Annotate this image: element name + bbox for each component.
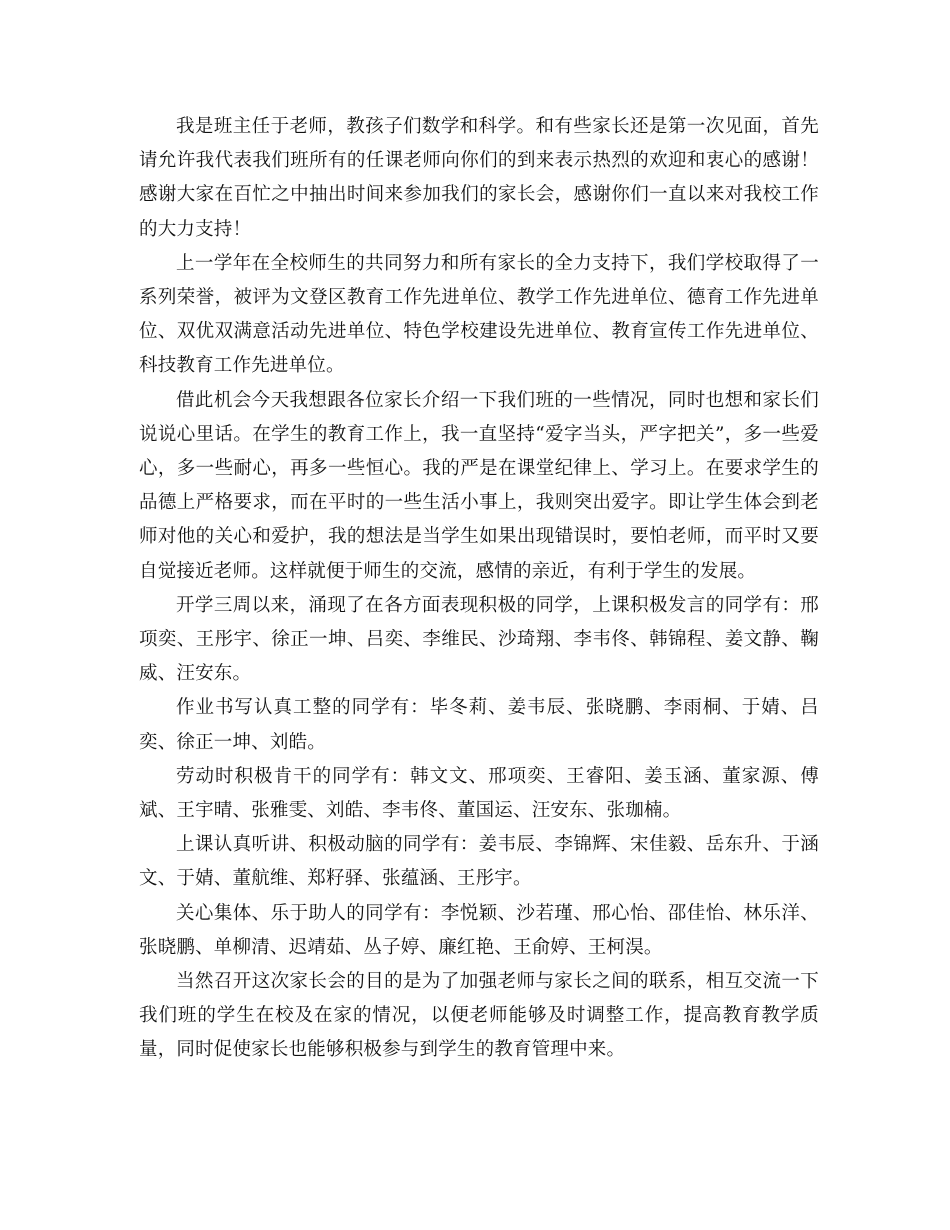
paragraph-class-situation: 借此机会今天我想跟各位家长介绍一下我们班的一些情况，同时也想和家长们说说心里话。在学生的教育工作上，我一直坚持“爱字当头，严字把关”，多一些爱心，多一些耐心，再多一些恒心。我的严是在课堂纪律上、学习上。在要求学生的品德上严格要求，而在平时的一些生活小事上，我则突出爱字。即让学生体会到老师对他的关心和爱护，我的想法是当学生如果出现错误时，要怕老师，而平时又要自觉接近老师。这样就便于师生的交流，感情的亲近，有利于学生的发展。 [139, 389, 819, 582]
document-body [139, 110, 819, 1068]
paragraph-intro: 我是班主任于老师，教孩子们数学和科学。和有些家长还是第一次见面，首先请允许我代表我们班所有的任课老师向你们的到来表示热烈的欢迎和衷心的感谢！感谢大家在百忙之中抽出时间来参加我们的家长会，感谢你们一直以来对我校工作的大力支持！ [139, 116, 819, 240]
paragraph-helpful-students: 关心集体、乐于助人的同学有：李悦颖、沙若瑾、邢心怡、邵佳怡、林乐洋、张晓鹏、单柳清、迟靖茹、丛子婷、廉红艳、王俞婷、王柯淏。 [139, 902, 819, 958]
paragraph-hardworking-labor: 劳动时积极肯干的同学有：韩文文、邢项奕、王睿阳、姜玉涵、董家源、傅斌、王宇晴、张雅雯、刘皓、李韦佟、董国运、汪安东、张珈楠。 [139, 765, 819, 822]
paragraph-attentive-students: 上课认真听讲、积极动脑的同学有：姜韦辰、李锦辉、宋佳毅、岳东升、于涵文、于婧、董航维、郑籽驿、张蕴涵、王彤宇。 [139, 834, 819, 890]
paragraph-school-honors: 上一学年在全校师生的共同努力和所有家长的全力支持下，我们学校取得了一系列荣誉，被评为文登区教育工作先进单位、教学工作先进单位、德育工作先进单位、双优双满意活动先进单位、特色学校建设先进单位、教育宣传工作先进单位、科技教育工作先进单位。 [139, 252, 819, 377]
paragraph-neat-homework: 作业书写认真工整的同学有：毕冬莉、姜韦辰、张晓鹏、李雨桐、于婧、吕奕、徐正一坤、刘皓。 [139, 697, 819, 753]
paragraph-active-speakers: 开学三周以来，涌现了在各方面表现积极的同学，上课积极发言的同学有：邢项奕、王彤宇、徐正一坤、吕奕、李维民、沙琦翔、李韦佟、韩锦程、姜文静、鞠威、汪安东。 [139, 594, 819, 685]
paragraph-meeting-purpose: 当然召开这次家长会的目的是为了加强老师与家长之间的联系，相互交流一下我们班的学生在校及在家的情况，以便老师能够及时调整工作，提高教育教学质量，同时促使家长也能够积极参与到学生的教育管理中来。 [139, 971, 819, 1061]
